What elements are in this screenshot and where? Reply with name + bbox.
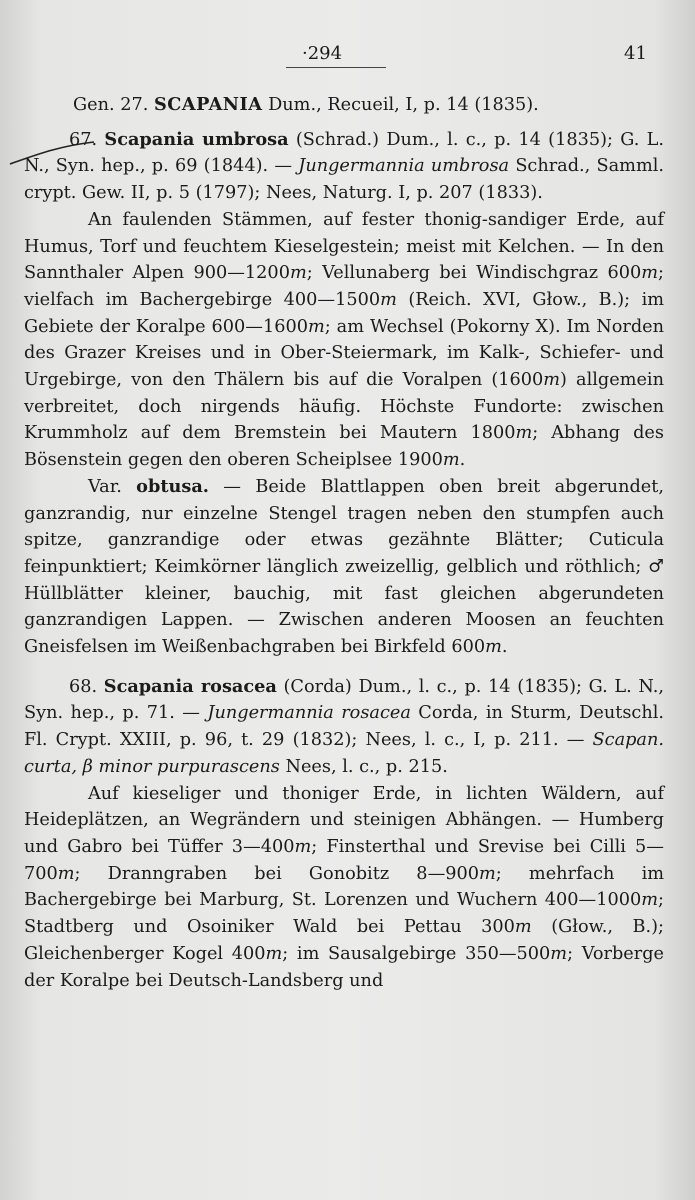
entry-67-variety xyxy=(24,474,664,661)
unit: m xyxy=(641,890,659,911)
habitat-text: ; vielfach im Bachergebirge 400—1500 xyxy=(24,263,664,310)
habitat-text: ; Dranngraben bei Gonobitz 8—900 xyxy=(74,863,480,884)
habitat-text: (Reich. XVI, Głow., B.); im Gebiete der Koralpe 600—1600 xyxy=(24,289,664,337)
entry-67-synonym: Jungermannia umbrosa xyxy=(298,156,510,177)
variety-text: . xyxy=(501,637,508,658)
entry-68-citation-1: (Corda) Dum., l. c., p. 14 (1835); G. L. N., Syn. hep., p. 71. — xyxy=(24,676,664,724)
habitat-text: (Głow., B.); Gleichenberger Kogel 400 xyxy=(24,917,664,964)
unit: m xyxy=(380,289,397,310)
habitat-text: ) allgemein verbreitet, doch nirgends häufig. Höchste Fundorte: zwischen Krummholz auf dem Bremstein bei Mautern 1800 xyxy=(24,370,664,444)
variety-name: obtusa. xyxy=(136,475,209,497)
entry-68-heading xyxy=(24,674,664,781)
variety-text: — Beide Blattlappen oben breit abgerundet, ganzrandig, nur einzelne Stengel tragen neben den stumpfen auch spitze, ganzrandige oder etwas gezähnte Blätter; Cuticula feinpunktiert; Keimkörner länglich zweizellig, gelblich und röthlich; ♂ Hüllblätter kleiner, bauchig, mit fast gleichen abgerundeten ganzrandigen Lappen. — Zwischen anderen Moosen an feuchten Gneisfelsen im Weißenbachgraben bei Birkfeld 600 xyxy=(24,476,664,658)
entry-68-citation-2: Corda, in Sturm, Deutschl. Fl. Crypt. XXIII, p. 96, t. 29 (1832); Nees, l. c., I, p. 211. — xyxy=(24,703,664,751)
entry-67-heading xyxy=(24,127,664,207)
habitat-text: ; am Wechsel (Pokorny X). Im Norden des Grazer Kreises und in Ober-Steiermark, im Kalk-, Schiefer- und Urgebirge, von den Thälern bis auf die Voralpen (1600 xyxy=(24,316,664,391)
genus-name: SCAPANIA xyxy=(154,94,263,115)
habitat-text: ; Stadtberg und Osoiniker Wald bei Pettau 300 xyxy=(24,890,664,938)
entry-68-habitat xyxy=(24,781,664,995)
unit: m xyxy=(485,637,502,658)
page-number-right: 41 xyxy=(624,43,647,64)
unit: m xyxy=(265,943,283,964)
unit: m xyxy=(308,316,325,337)
habitat-text: ; im Sausalgebirge 350—500 xyxy=(282,943,551,964)
unit: m xyxy=(479,863,496,884)
unit: m xyxy=(57,863,75,884)
habitat-text: ; Finsterthal und Srevise bei Cilli 5—700 xyxy=(24,836,664,884)
entry-67-number: 67. xyxy=(69,129,98,150)
entry-68-citation-3: Nees, l. c., p. 215. xyxy=(285,756,448,777)
entry-68-name: Scapania rosacea xyxy=(103,675,277,697)
unit: m xyxy=(289,263,307,284)
unit: m xyxy=(442,450,460,471)
page-number-left: ·294 xyxy=(302,43,343,64)
entry-68-number: 68. xyxy=(69,676,98,697)
entry-67-citation-2: Schrad., Samml. crypt. Gew. II, p. 5 (1797); Nees, Naturg. I, p. 207 (1833). xyxy=(24,156,664,204)
unit: m xyxy=(294,836,312,857)
unit: m xyxy=(550,943,568,964)
entry-68-synonym-2: Scapan. curta, β minor purpurascens xyxy=(24,730,664,777)
habitat-text: ; Vorberge der Koralpe bei Deutsch-Landsberg und xyxy=(24,943,664,991)
entry-67-habitat xyxy=(24,207,664,474)
unit: m xyxy=(514,917,532,938)
spacer xyxy=(24,661,664,667)
unit: m xyxy=(641,263,659,284)
genus-label: Gen. 27. xyxy=(73,95,149,115)
habitat-text: ; Vellunaberg bei Windischgraz 600 xyxy=(306,263,642,284)
habitat-text: An faulenden Stämmen, auf fester thonig-sandiger Erde, auf Humus, Torf und feuchtem Kieselgestein; meist mit Kelchen. — In den Sannthaler Alpen 900—1200 xyxy=(24,209,664,284)
habitat-text: ; mehrfach im Bachergebirge bei Marburg, St. Lorenzen und Wuchern 400—1000 xyxy=(24,863,664,911)
habitat-text: Auf kieseliger und thoniger Erde, in lichten Wäldern, auf Heideplätzen, an Wegrändern und steinigen Abhängen. — Humberg und Gabro bei Tüffer 3—400 xyxy=(24,783,664,857)
unit: m xyxy=(515,423,533,444)
page-header xyxy=(0,43,695,67)
variety-label: Var. xyxy=(88,476,122,497)
habitat-text: . xyxy=(459,450,466,471)
header-rule xyxy=(286,67,386,68)
entry-67-citation-1: (Schrad.) Dum., l. c., p. 14 (1835); G. L. N., Syn. hep., p. 69 (1844). — xyxy=(24,129,664,177)
genus-citation: Dum., Recueil, I, p. 14 (1835). xyxy=(268,95,539,115)
habitat-text: ; Abhang des Bösenstein gegen den oberen Scheiplsee 1900 xyxy=(24,423,664,471)
genus-heading xyxy=(24,92,664,119)
page-body xyxy=(24,92,664,994)
entry-68-synonym-1: Jungermannia rosacea xyxy=(207,703,411,724)
entry-67-name: Scapania umbrosa xyxy=(104,128,289,150)
unit: m xyxy=(543,370,561,391)
